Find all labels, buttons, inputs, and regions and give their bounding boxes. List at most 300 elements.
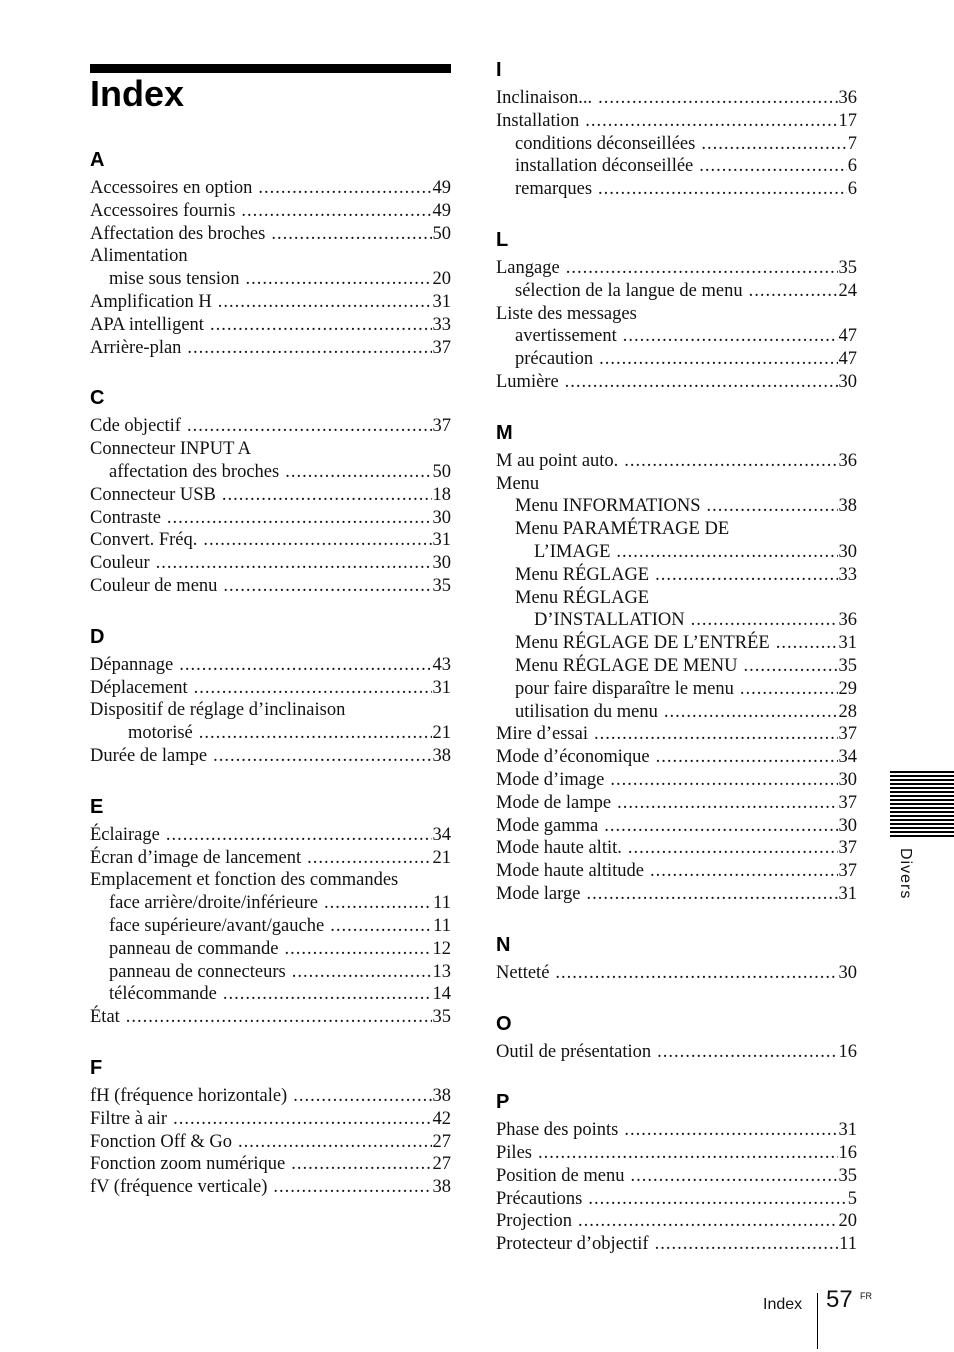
index-entry (90, 314, 451, 337)
entry-page: 7 (847, 133, 857, 154)
entry-term: Lumière (496, 371, 559, 392)
entry-term: Éclairage (90, 824, 160, 845)
entry-term: D’INSTALLATION (534, 610, 685, 631)
index-entry (496, 1119, 857, 1142)
dot-leader (285, 461, 431, 484)
index-section (496, 53, 857, 201)
index-section (90, 790, 451, 1029)
entry-page: 31 (432, 291, 451, 312)
entry-page: 33 (838, 564, 857, 585)
index-section (496, 1007, 857, 1064)
tab-bar-line (890, 779, 954, 781)
dot-leader (187, 337, 431, 360)
section-letter: E (90, 795, 104, 818)
index-entry (90, 177, 451, 200)
section-letter: O (496, 1012, 512, 1035)
section-letter: F (90, 1056, 103, 1079)
dot-leader (655, 1233, 839, 1256)
dot-leader (324, 892, 432, 915)
index-entry (90, 1131, 451, 1154)
entry-term: Emplacement et fonction des commandes (90, 870, 399, 891)
dot-leader (616, 541, 837, 564)
tab-bar-line (890, 791, 954, 793)
index-entry (496, 110, 857, 133)
dot-leader (555, 962, 837, 985)
entry-page: 37 (838, 724, 857, 745)
dot-leader (610, 769, 837, 792)
entry-page: 11 (433, 915, 451, 936)
entry-page: 12 (432, 938, 451, 959)
entry-term: Menu (496, 473, 540, 494)
entry-page: 20 (838, 1211, 857, 1232)
index-entry (496, 632, 857, 655)
index-entry (90, 575, 451, 598)
index-entry (90, 268, 451, 291)
entry-term: Langage (496, 257, 560, 278)
entry-page: 5 (847, 1188, 857, 1209)
index-entry (496, 280, 857, 303)
index-entry (90, 415, 451, 438)
entry-page: 16 (838, 1143, 857, 1164)
entry-term: panneau de connecteurs (109, 961, 286, 982)
page-number: 57 (826, 1286, 853, 1313)
index-entry (496, 1233, 857, 1256)
entry-term: Déplacement (90, 677, 188, 698)
dot-leader (664, 701, 838, 724)
index-entry (90, 983, 451, 1006)
index-section (90, 620, 451, 768)
dot-leader (292, 961, 432, 984)
entry-term: fH (fréquence horizontale) (90, 1085, 288, 1106)
index-entry (496, 495, 857, 518)
dot-leader (624, 450, 837, 473)
index-section (496, 928, 857, 985)
dot-leader (598, 178, 847, 201)
entry-page: 35 (838, 257, 857, 278)
section-gap (90, 359, 451, 381)
entry-page: 31 (432, 530, 451, 551)
entry-term: Affectation des broches (90, 223, 266, 244)
entry-term: panneau de commande (109, 938, 279, 959)
tab-bar-line (890, 823, 954, 825)
entry-page: 49 (432, 178, 451, 198)
entry-term: Mode haute altit. (496, 838, 622, 859)
dot-leader (655, 564, 837, 587)
tab-bar-line (890, 771, 954, 773)
entry-term: État (90, 1007, 120, 1028)
dot-leader (238, 1131, 431, 1154)
entry-page: 36 (838, 88, 857, 108)
dot-leader (167, 507, 432, 530)
entry-term: mise sous tension (109, 269, 240, 290)
entry-page: 37 (838, 861, 857, 882)
entry-page: 47 (838, 349, 857, 370)
index-entry (90, 552, 451, 575)
tab-bar-line (890, 831, 954, 833)
section-letter: D (90, 625, 105, 648)
entry-term: Projection (496, 1211, 573, 1232)
entry-term: Dépannage (90, 654, 174, 675)
tab-bar-line (890, 799, 954, 801)
section-gap (90, 768, 451, 790)
entry-page: 38 (432, 1085, 451, 1106)
entry-page: 34 (838, 747, 857, 768)
section-gap (90, 598, 451, 620)
index-entry (90, 938, 451, 961)
entry-page: 35 (432, 1007, 451, 1028)
dot-leader (707, 495, 838, 518)
entry-term: L’IMAGE (534, 541, 611, 562)
entry-page: 37 (838, 792, 857, 813)
entry-term: sélection de la langue de menu (515, 280, 743, 301)
dot-leader (656, 746, 838, 769)
index-entry (496, 769, 857, 792)
dot-leader (699, 155, 846, 178)
index-section (90, 143, 451, 359)
index-entry (496, 87, 857, 110)
entry-term: utilisation du menu (515, 701, 658, 722)
entry-page: 31 (432, 677, 451, 698)
entry-term: Liste des messages (496, 303, 637, 324)
dot-leader (594, 723, 838, 746)
dot-leader (179, 654, 431, 677)
entry-term: Protecteur d’objectif (496, 1234, 649, 1255)
index-entry (496, 723, 857, 746)
index-entry (90, 699, 451, 722)
entry-term: Menu PARAMÉTRAGE DE (515, 519, 730, 540)
index-section (496, 416, 857, 906)
dot-leader (585, 110, 837, 133)
entry-term: Mode d’image (496, 769, 605, 790)
index-entry (496, 860, 857, 883)
index-entry (496, 1188, 857, 1211)
index-entry (496, 815, 857, 838)
entry-page: 37 (432, 337, 451, 358)
language-code: FR (860, 1291, 872, 1301)
index-entry (496, 792, 857, 815)
entry-term: Durée de lampe (90, 745, 208, 766)
entry-term: Phase des points (496, 1120, 619, 1141)
dot-leader (776, 632, 838, 655)
dot-leader (604, 815, 837, 838)
entry-term: précaution (515, 349, 594, 370)
entry-term: Cde objectif (90, 416, 181, 437)
entry-page: 17 (838, 110, 857, 131)
section-gap (496, 1063, 857, 1085)
entry-term: Menu RÉGLAGE DE MENU (515, 655, 738, 676)
dot-leader (199, 722, 432, 745)
index-entry (90, 438, 451, 461)
dot-leader (218, 291, 432, 314)
index-entry (496, 655, 857, 678)
tab-bar-line (890, 835, 954, 837)
footer-divider (817, 1293, 818, 1349)
entry-page: 21 (432, 723, 451, 744)
entry-term: Convert. Fréq. (90, 530, 198, 551)
entry-term: Accessoires en option (90, 178, 253, 198)
dot-leader (307, 847, 431, 870)
index-entry (90, 1153, 451, 1176)
dot-leader (271, 223, 431, 246)
entry-term: remarques (515, 179, 593, 200)
entry-term: Menu INFORMATIONS (515, 496, 701, 517)
index-entry (496, 178, 857, 201)
dot-leader (291, 1153, 431, 1176)
entry-page: 21 (432, 847, 451, 868)
entry-page: 18 (432, 484, 451, 505)
entry-page: 38 (432, 745, 451, 766)
entry-term: Connecteur USB (90, 484, 216, 505)
entry-page: 27 (432, 1154, 451, 1175)
index-section (496, 1085, 857, 1256)
entry-page: 6 (847, 156, 857, 177)
dot-leader (565, 371, 838, 394)
index-entry (496, 564, 857, 587)
entry-term: conditions déconseillées (515, 133, 696, 154)
section-gap (496, 906, 857, 928)
entry-term: Inclinaison... (496, 88, 593, 108)
index-entry (496, 348, 857, 371)
entry-term: Précautions (496, 1188, 583, 1209)
entry-term: installation déconseillée (515, 156, 694, 177)
dot-leader (285, 938, 432, 961)
dot-leader (258, 177, 431, 200)
index-entry (496, 1142, 857, 1165)
entry-page: 16 (838, 1041, 857, 1062)
index-entry (90, 337, 451, 360)
entry-term: Outil de présentation (496, 1041, 652, 1062)
index-entry (496, 541, 857, 564)
tab-bar-line (890, 827, 954, 829)
entry-term: pour faire disparaître le menu (515, 678, 734, 699)
dot-leader (203, 529, 431, 552)
entry-term: Couleur de menu (90, 575, 218, 596)
index-entry (496, 962, 857, 985)
entry-page: 13 (432, 961, 451, 982)
dot-leader (273, 1176, 431, 1199)
dot-leader (222, 484, 432, 507)
dot-leader (566, 257, 838, 280)
index-entry (496, 450, 857, 473)
tab-bar-line (890, 795, 954, 797)
index-entry (90, 961, 451, 984)
dot-leader (223, 983, 432, 1006)
dot-leader (744, 655, 838, 678)
index-column-right (496, 53, 857, 1256)
dot-leader (588, 1188, 846, 1211)
index-entry (496, 303, 857, 326)
index-entry (496, 257, 857, 280)
tab-bar-line (890, 819, 954, 821)
tab-bar-line (890, 783, 954, 785)
index-entry (496, 1210, 857, 1233)
index-entry (90, 915, 451, 938)
index-entry (496, 371, 857, 394)
dot-leader (213, 745, 431, 768)
entry-term: Connecteur INPUT A (90, 439, 251, 460)
entry-page: 49 (432, 200, 451, 221)
index-entry (90, 654, 451, 677)
entry-page: 35 (838, 655, 857, 676)
page-title: Index (90, 73, 185, 114)
entry-term: Contraste (90, 507, 161, 528)
index-entry (90, 291, 451, 314)
entry-page: 36 (838, 450, 857, 471)
entry-term: Position de menu (496, 1165, 625, 1186)
tab-bar-line (890, 811, 954, 813)
entry-page: 50 (432, 461, 451, 482)
index-entry (90, 507, 451, 530)
entry-page: 50 (432, 223, 451, 244)
entry-page: 35 (838, 1165, 857, 1186)
section-letter: A (90, 149, 105, 171)
dot-leader (617, 792, 837, 815)
footer-section-label: Index (763, 1296, 803, 1313)
dot-leader (701, 133, 846, 156)
entry-page: 11 (839, 1234, 857, 1255)
index-entry (90, 484, 451, 507)
index-entry (90, 847, 451, 870)
index-entry (496, 883, 857, 906)
dot-leader (194, 677, 432, 700)
entry-page: 20 (432, 269, 451, 290)
section-tab-marker (890, 771, 954, 837)
index-entry (496, 1041, 857, 1064)
entry-term: Mode d’économique (496, 747, 650, 768)
dot-leader (630, 1165, 837, 1188)
entry-page: 30 (838, 815, 857, 836)
entry-term: Mode gamma (496, 815, 599, 836)
dot-leader (586, 883, 837, 906)
index-entry (90, 245, 451, 268)
entry-term: Filtre à air (90, 1108, 168, 1129)
entry-page: 30 (838, 541, 857, 562)
entry-page: 31 (838, 1120, 857, 1141)
entry-page: 33 (432, 314, 451, 335)
entry-term: affectation des broches (109, 461, 280, 482)
entry-term: APA intelligent (90, 314, 204, 335)
index-entry (90, 461, 451, 484)
section-gap (496, 394, 857, 416)
dot-leader (538, 1142, 838, 1165)
entry-term: Installation (496, 110, 580, 131)
entry-page: 34 (432, 824, 451, 845)
dot-leader (166, 824, 432, 847)
index-entry (90, 200, 451, 223)
index-entry (496, 701, 857, 724)
index-entry (496, 609, 857, 632)
entry-page: 28 (838, 701, 857, 722)
entry-term: Alimentation (90, 246, 188, 267)
entry-term: Mode de lampe (496, 792, 612, 813)
entry-page: 6 (847, 179, 857, 200)
entry-page: 47 (838, 326, 857, 347)
entry-term: Écran d’image de lancement (90, 847, 302, 868)
index-entry (496, 678, 857, 701)
dot-leader (223, 575, 431, 598)
entry-page: 38 (432, 1177, 451, 1198)
dot-leader (156, 552, 432, 575)
entry-page: 37 (432, 416, 451, 437)
dot-leader (599, 348, 837, 371)
index-section (90, 381, 451, 597)
index-entry (90, 745, 451, 768)
entry-page: 11 (433, 893, 451, 914)
dot-leader (126, 1006, 432, 1029)
dot-leader (187, 415, 432, 438)
dot-leader (598, 87, 837, 110)
entry-term: avertissement (515, 326, 617, 347)
entry-page: 38 (838, 496, 857, 517)
tab-bar-line (890, 807, 954, 809)
index-entry (496, 1165, 857, 1188)
section-letter: C (90, 387, 105, 410)
index-entry (90, 892, 451, 915)
entry-page: 30 (432, 553, 451, 574)
entry-page: 36 (838, 610, 857, 631)
index-entry (90, 1085, 451, 1108)
index-entry (496, 837, 857, 860)
index-section (90, 1051, 451, 1199)
entry-term: Menu RÉGLAGE DE L’ENTRÉE (515, 633, 770, 654)
dot-leader (623, 325, 838, 348)
section-letter: L (496, 228, 509, 251)
entry-page: 24 (838, 280, 857, 301)
dot-leader (628, 837, 838, 860)
entry-term: Mode haute altitude (496, 861, 644, 882)
entry-page: 31 (838, 883, 857, 904)
tab-bar-line (890, 815, 954, 817)
entry-term: télécommande (109, 984, 217, 1005)
index-entry (496, 473, 857, 496)
index-entry (496, 746, 857, 769)
index-column-left (90, 143, 451, 1199)
dot-leader (293, 1085, 431, 1108)
section-letter: N (496, 933, 511, 956)
dot-leader (241, 200, 431, 223)
dot-leader (246, 268, 432, 291)
entry-term: Amplification H (90, 291, 212, 312)
dot-leader (578, 1210, 837, 1233)
entry-page: 37 (838, 838, 857, 859)
dot-leader (650, 860, 838, 883)
entry-term: Mire d’essai (496, 724, 588, 745)
index-entry (90, 722, 451, 745)
index-entry (90, 1006, 451, 1029)
tab-bar-line (890, 775, 954, 777)
entry-term: Menu RÉGLAGE (515, 564, 650, 585)
dot-leader (749, 280, 838, 303)
entry-term: M au point auto. (496, 450, 619, 471)
index-entry (496, 133, 857, 156)
section-letter: M (496, 421, 513, 444)
dot-leader (624, 1119, 837, 1142)
entry-term: fV (fréquence verticale) (90, 1177, 268, 1198)
index-entry (496, 518, 857, 541)
index-entry (90, 1176, 451, 1199)
index-entry (496, 587, 857, 610)
entry-term: Netteté (496, 962, 550, 983)
entry-page: 30 (838, 962, 857, 983)
index-entry (90, 869, 451, 892)
entry-term: Couleur (90, 553, 150, 574)
index-entry (496, 325, 857, 348)
dot-leader (330, 915, 432, 938)
entry-term: Arrière-plan (90, 337, 182, 358)
entry-page: 30 (432, 507, 451, 528)
entry-term: Accessoires fournis (90, 200, 236, 221)
index-entry (90, 1108, 451, 1131)
